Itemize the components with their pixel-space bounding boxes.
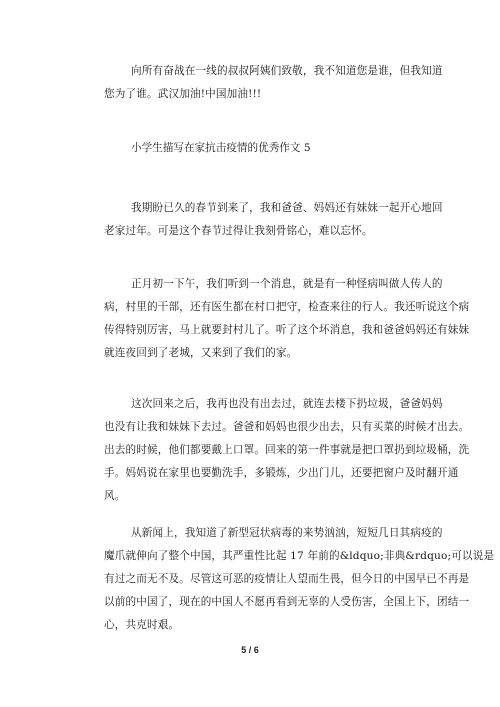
text-line: 以前的中国了，现在的中国人不愿再看到无辜的人受伤害，全国上下，团结一 — [104, 596, 470, 608]
essay-title: 小学生描写在家抗击疫情的优秀作文 5 — [131, 142, 311, 154]
text-line: 正月初一下午，我们听到一个消息，就是有一种怪病叫做人传人的 — [131, 278, 443, 290]
paragraph-staying-home — [104, 393, 470, 508]
text-line: 有过之而无不及。尽管这可恶的疫情让人望而生畏，但今日的中国早已不再是 — [104, 573, 470, 585]
paragraph-spring-festival — [104, 197, 443, 243]
text-line: 也没有让我和妹妹下去过。爸爸和妈妈也很少出去，只有买菜的时候才出去。 — [104, 421, 470, 433]
text-line: 您为了谁。武汉加油!中国加油!!! — [104, 88, 262, 100]
paragraph-new-year-day — [104, 273, 470, 365]
text-line: 老家过年。可是这个春节过得让我刻骨铭心，难以忘怀。 — [104, 225, 373, 237]
text-line: 出去的时候，他们都要戴上口罩。回来的第一件事就是把口罩扔到垃圾桶，洗 — [104, 444, 470, 456]
text-line: 向所有奋战在一线的叔叔阿姨们致敬，我不知道您是谁，但我知道 — [131, 65, 443, 77]
page-indicator: 5 / 6 — [241, 645, 259, 655]
text-line: 这次回来之后，我再也没有出去过，就连去楼下扔垃圾，爸爸妈妈 — [131, 398, 443, 410]
text-line: 从新闻上，我知道了新型冠状病毒的来势汹汹，短短几日其病疫的 — [131, 527, 443, 539]
text-line: 传得特别厉害，马上就要封村儿了。听了这个坏消息，我和爸爸妈妈还有妹妹 — [104, 324, 470, 336]
text-line: 我期盼已久的春节到来了，我和爸爸、妈妈还有妹妹一起开心地回 — [131, 202, 443, 214]
text-line: 病，村里的干部，还有医生都在村口把守，检查来往的行人。我还听说这个病 — [104, 301, 470, 313]
paragraph-salute — [104, 60, 443, 106]
text-line: 就连夜回到了老城，又来到了我们的家。 — [104, 347, 298, 359]
text-line: 魔爪就伸向了整个中国，其严重性比起 17 年前的&ldquo;非典&rdquo;可以说是 — [104, 550, 495, 562]
paragraph-news — [104, 522, 495, 637]
text-line: 心，共克时艰。 — [104, 619, 180, 631]
text-line: 风。 — [104, 490, 126, 502]
text-line: 手。妈妈说在家里也要勤洗手，多锻炼，少出门儿，还要把窗户及时翻开通 — [104, 467, 459, 479]
